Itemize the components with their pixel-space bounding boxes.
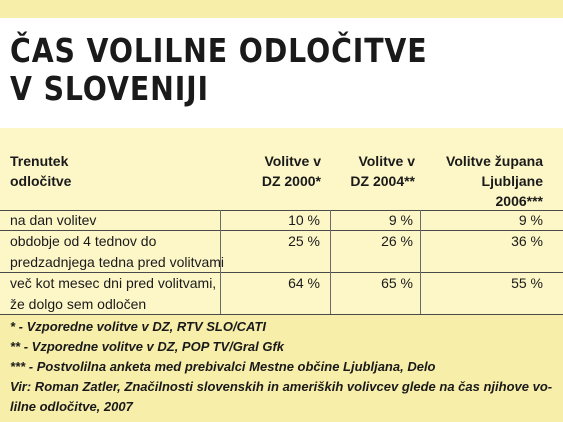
header-dz-2004-line-2: DZ 2004**	[350, 173, 415, 189]
row-3-label-line-2: že dolgo sem odločen	[10, 296, 147, 312]
row-label-month-before	[10, 273, 216, 315]
header-dz-2004-line-1: Volitve v	[358, 153, 415, 169]
header-mayor-ljubljana-2006	[420, 151, 543, 211]
header-mayor-line-3: 2006***	[495, 193, 543, 209]
title-box	[0, 18, 563, 128]
row-3-dz-2004: 65 %	[381, 275, 413, 291]
row-2-label-line-2: predzadnjega tedna pred volitvami	[10, 254, 225, 270]
title-line-1: ČAS VOLILNE ODLOČITVE	[10, 31, 428, 70]
row-1-mayor: 9 %	[518, 212, 543, 228]
header-dz-2000	[200, 151, 321, 191]
row-1-dz-2004: 9 %	[388, 212, 413, 228]
footnote-3: *** - Postvolilna anketa med prebivalci Mestne občine Ljubljana, Delo	[10, 359, 436, 374]
row-3-mayor: 55 %	[511, 275, 543, 291]
footnote-2: ** - Vzporedne volitve v DZ, POP TV/Gral Gfk	[10, 339, 285, 354]
row-1-label: na dan volitev	[10, 212, 97, 228]
row-2-label-line-1: obdobje od 4 tednov do	[10, 233, 157, 249]
data-table	[0, 128, 563, 315]
row-label-four-weeks	[10, 231, 224, 273]
header-moment-line-1: Trenutek	[10, 153, 69, 169]
row-2-mayor: 36 %	[511, 233, 543, 249]
row-1-dz-2000: 10 %	[288, 212, 320, 228]
row-3-dz-2000: 64 %	[288, 275, 320, 291]
page-title	[10, 32, 427, 108]
footnotes	[0, 315, 563, 422]
footnote-1: * - Vzporedne volitve v DZ, RTV SLO/CATI	[10, 319, 266, 334]
row-2-dz-2000: 25 %	[288, 233, 320, 249]
title-line-2: V SLOVENIJI	[10, 69, 209, 108]
header-mayor-line-2: Ljubljane	[481, 173, 543, 189]
header-dz-2000-line-1: Volitve v	[264, 153, 321, 169]
header-mayor-line-1: Volitve župana	[446, 153, 543, 169]
header-dz-2000-line-2: DZ 2000*	[261, 173, 321, 189]
source-line-2: lilne odločitve, 2007	[10, 399, 133, 414]
vrule-3	[420, 210, 421, 314]
row-2-dz-2004: 26 %	[381, 233, 413, 249]
top-band	[0, 0, 563, 18]
header-moment-line-2: odločitve	[10, 173, 72, 189]
row-3-label-line-1: več kot mesec dni pred volitvami,	[10, 275, 217, 291]
source-line-1: Vir: Roman Zatler, Značilnosti slovenskih in ameriških volivcev glede na čas njihove vo-	[10, 379, 553, 394]
header-dz-2004	[320, 151, 415, 191]
header-moment	[10, 151, 210, 191]
row-label-election-day	[10, 210, 96, 231]
